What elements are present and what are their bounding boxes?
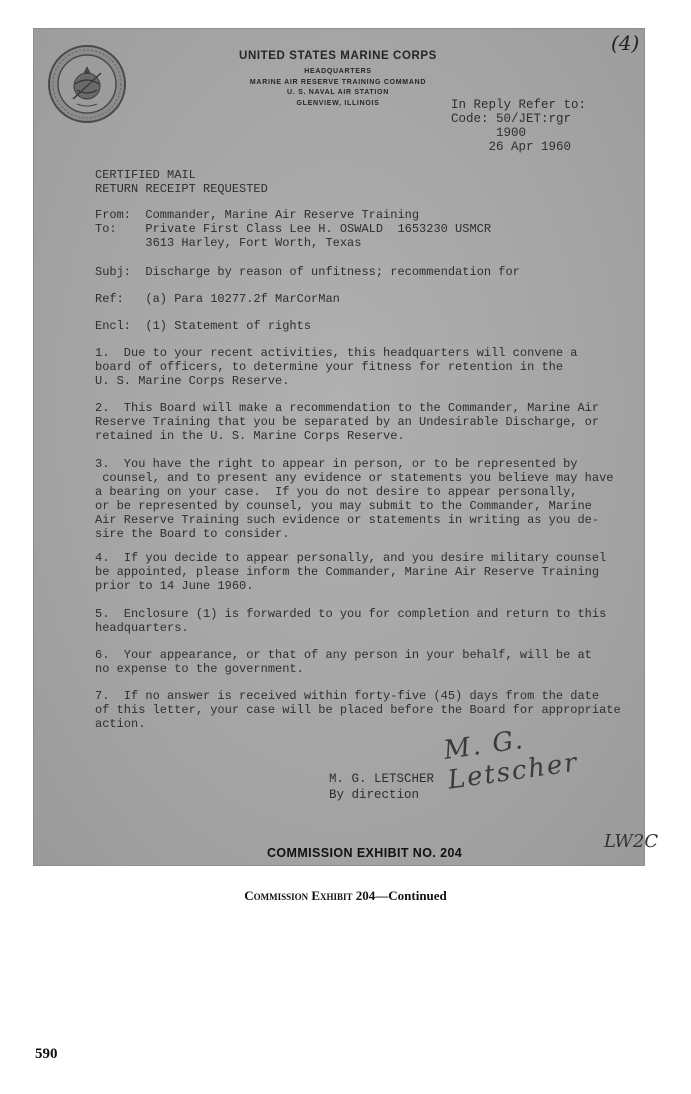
signature-block <box>329 771 434 803</box>
to-line: To: Private First Class Lee H. OSWALD 1653230 USMCR <box>95 222 492 236</box>
letterhead-station: U. S. NAVAL AIR STATION <box>287 89 389 96</box>
paragraph-1: 1. Due to your recent activities, this headquarters will convene a board of officers, to determine your fitness for retention in the U. S. Marine Corps Reserve. <box>95 346 578 388</box>
return-receipt: RETURN RECEIPT REQUESTED <box>95 182 268 196</box>
reply-reference-block <box>451 98 611 154</box>
from-line: From: Commander, Marine Air Reserve Training <box>95 208 420 222</box>
reply-date: 26 Apr 1960 <box>451 140 572 154</box>
reference-line: Ref: (a) Para 10277.2f MarCorMan <box>95 292 340 306</box>
paragraph-7: 7. If no answer is received within forty-five (45) days from the date of this letter, your case will be placed before the Board for appropriate action. <box>95 689 621 731</box>
address-block <box>95 208 491 250</box>
exhibit-label: COMMISSION EXHIBIT NO. 204 <box>267 846 463 860</box>
caption-suffix: —Continued <box>375 888 447 903</box>
letterhead-location: GLENVIEW, ILLINOIS <box>296 99 380 107</box>
letterhead <box>183 50 493 109</box>
paragraph-6: 6. Your appearance, or that of any person in your behalf, will be at no expense to the government. <box>95 648 592 676</box>
scanned-letter <box>33 28 659 866</box>
handwritten-page-mark: (4) <box>611 31 640 55</box>
paragraph-5: 5. Enclosure (1) is forwarded to you for completion and return to this headquarters. <box>95 607 607 635</box>
address-line: 3613 Harley, Fort Worth, Texas <box>95 236 362 250</box>
mail-notice <box>95 168 268 196</box>
signer-title: By direction <box>329 788 420 802</box>
paragraph-3: 3. You have the right to appear in person, or to be represented by counsel, and to present any evidence or statements you believe may have a bearing on your case. If you do not desire to appear personally, or be represented by counsel, you may submit to the Commander, Marine Air Reserve Training such evidence or statements in writing as you de- sire the Board to consider. <box>95 457 614 541</box>
letterhead-title: UNITED STATES MARINE CORPS <box>239 50 437 62</box>
signer-name: M. G. LETSCHER <box>329 772 435 786</box>
paragraph-4: 4. If you decide to appear personally, and you desire military counsel be appointed, please inform the Commander, Marine Air Reserve Training prior to 14 June 1960. <box>95 551 607 593</box>
paragraph-2: 2. This Board will make a recommendation to the Commander, Marine Air Reserve Training that you be separated by an Undesirable Discharge, or retained in the U. S. Marine Corps Reserve. <box>95 401 600 443</box>
reply-number: 1900 <box>451 126 527 140</box>
certified-mail: CERTIFIED MAIL <box>95 168 196 182</box>
handwritten-signature: M. G. Letscher <box>441 724 581 796</box>
marine-corps-seal-icon <box>47 44 127 124</box>
reply-code: Code: 50/JET:rgr <box>451 112 572 126</box>
subject-line: Subj: Discharge by reason of unfitness; recommendation for <box>95 265 520 279</box>
letterhead-headquarters: HEADQUARTERS <box>304 68 372 75</box>
page-number: 590 <box>35 1046 58 1062</box>
handwritten-margin-note: LW2C <box>604 831 659 852</box>
enclosure-line: Encl: (1) Statement of rights <box>95 319 312 333</box>
caption-main: Commission Exhibit 204 <box>244 888 376 903</box>
reply-line: In Reply Refer to: <box>451 98 587 112</box>
letterhead-command: MARINE AIR RESERVE TRAINING COMMAND <box>249 78 427 86</box>
figure-caption <box>0 888 691 904</box>
